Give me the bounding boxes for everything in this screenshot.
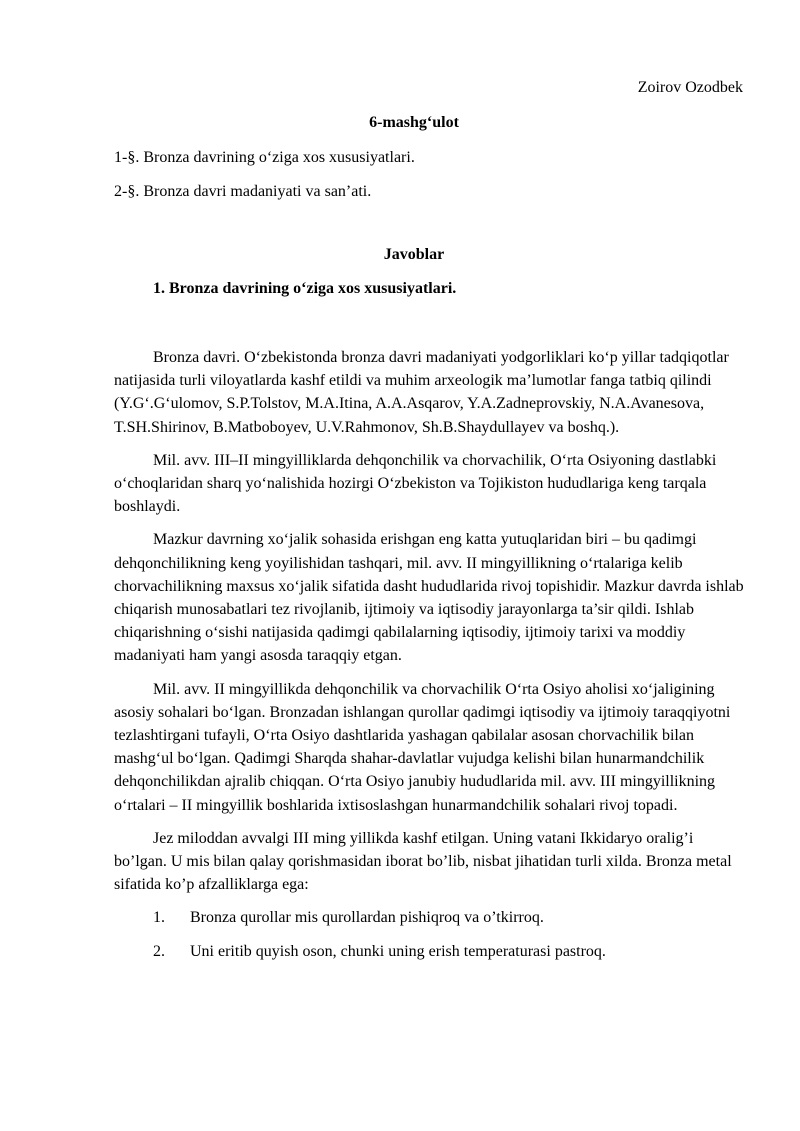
- numbered-list: [114, 906, 744, 962]
- author-name: Zoirov Ozodbek: [637, 79, 743, 96]
- lesson-title: 6-mashg‘ulot: [369, 114, 459, 131]
- paragraph-5: Jez miloddan avvalgi III ming yillikda kashf etilgan. Uning vatani Ikkidaryo oralig’i bo’lgan. U mis bilan qalay qorishmasidan iborat bo’lib, nisbat jihatidan turli xilda. Bronza metal sifatida ko’p afzalliklarga ega:: [114, 829, 732, 894]
- paragraph-2: Mil. avv. III–II mingyilliklarda dehqonchilik va chorvachilik, O‘rta Osiyoning dastlabki o‘choqlaridan sharq yo‘nalishida hozirgi O‘zbekiston va Tojikiston hududlariga keng tarqala boshlaydi.: [114, 451, 717, 516]
- toc-item-1: 1-§. Bronza davrining o‘ziga xos xususiyatlari.: [114, 149, 415, 166]
- paragraph-4: Mil. avv. II mingyillikda dehqonchilik va chorvachilik O‘rta Osiyo aholisi xo‘jaligining asosiy sohalari bo‘lgan. Bronzadan ishlangan qurollar qadimgi iqtisodiy va ijtimoiy taraqqiyotni tezlashtirgani tufayli, O‘rta Osiyo dashtlarida yashagan qabilalar asosan chorvachilik bilan mashg‘ul bo‘lgan. Qadimgi Sharqda shahar-davlatlar vujudga kelishi bilan hunarmandchilik dehqonchilikdan ajralib chiqqan. O‘rta Osiyo janubiy hududlarida mil. avv. III mingyillikning o‘rtalari – II mingyillik boshlarida ixtisoslashgan hunarmandchilik sohalari rivoj topadi.: [114, 680, 731, 814]
- list-item-number: 2.: [153, 942, 165, 960]
- list-item: [114, 940, 744, 963]
- paragraph-1: Bronza davri. O‘zbekistonda bronza davri madaniyati yodgorliklari ko‘p yillar tadqiqotlar natijasida turli viloyatlarda kashf etildi va muhim arxeologik ma’lumotlar fanga tatbiq qilindi (Y.G‘.G‘ulomov, S.P.Tolstov, M.A.Itina, A.A.Asqarov, Y.A.Zadneprovskiy, N.A.Avanesova, T.SH.Shirinov, B.Matboboyev, U.V.Rahmonov, Sh.B.Shaydullayev va boshq.).: [114, 349, 729, 436]
- list-item: [114, 906, 744, 929]
- paragraph-3: Mazkur davrning xo‘jalik sohasida erishgan eng katta yutuqlaridan biri – bu qadimgi dehqonchilikning keng yoyilishidan tashqari, mil. avv. II mingyillikning o‘rtalariga kelib chorvachilikning maxsus xo‘jalik sifatida dasht hududlarida rivoj topishidir. Mazkur davrda ishlab chiqarish munosabatlari tez rivojlanib, ijtimoiy va iqtisodiy jarayonlarga ta’sir qildi. Ishlab chiqarishning o‘sishi natijasida qadimgi qabilalarning iqtisodiy, ijtimoiy tarixi va moddiy madaniyati ham yangi asosda taraqqiy etgan.: [114, 531, 744, 665]
- body-text: [114, 346, 744, 973]
- answers-title: Javoblar: [383, 246, 445, 263]
- toc-item-2: 2-§. Bronza davri madaniyati va san’ati.: [114, 183, 372, 200]
- list-item-number: 1.: [153, 909, 165, 927]
- list-item-text: Bronza qurollar mis qurollardan pishiqroq va o’tkirroq.: [190, 909, 544, 927]
- list-item-text: Uni eritib quyish oson, chunki uning erish temperaturasi pastroq.: [190, 942, 606, 960]
- section-heading: 1. Bronza davrining o‘ziga xos xususiyatlari.: [153, 280, 457, 297]
